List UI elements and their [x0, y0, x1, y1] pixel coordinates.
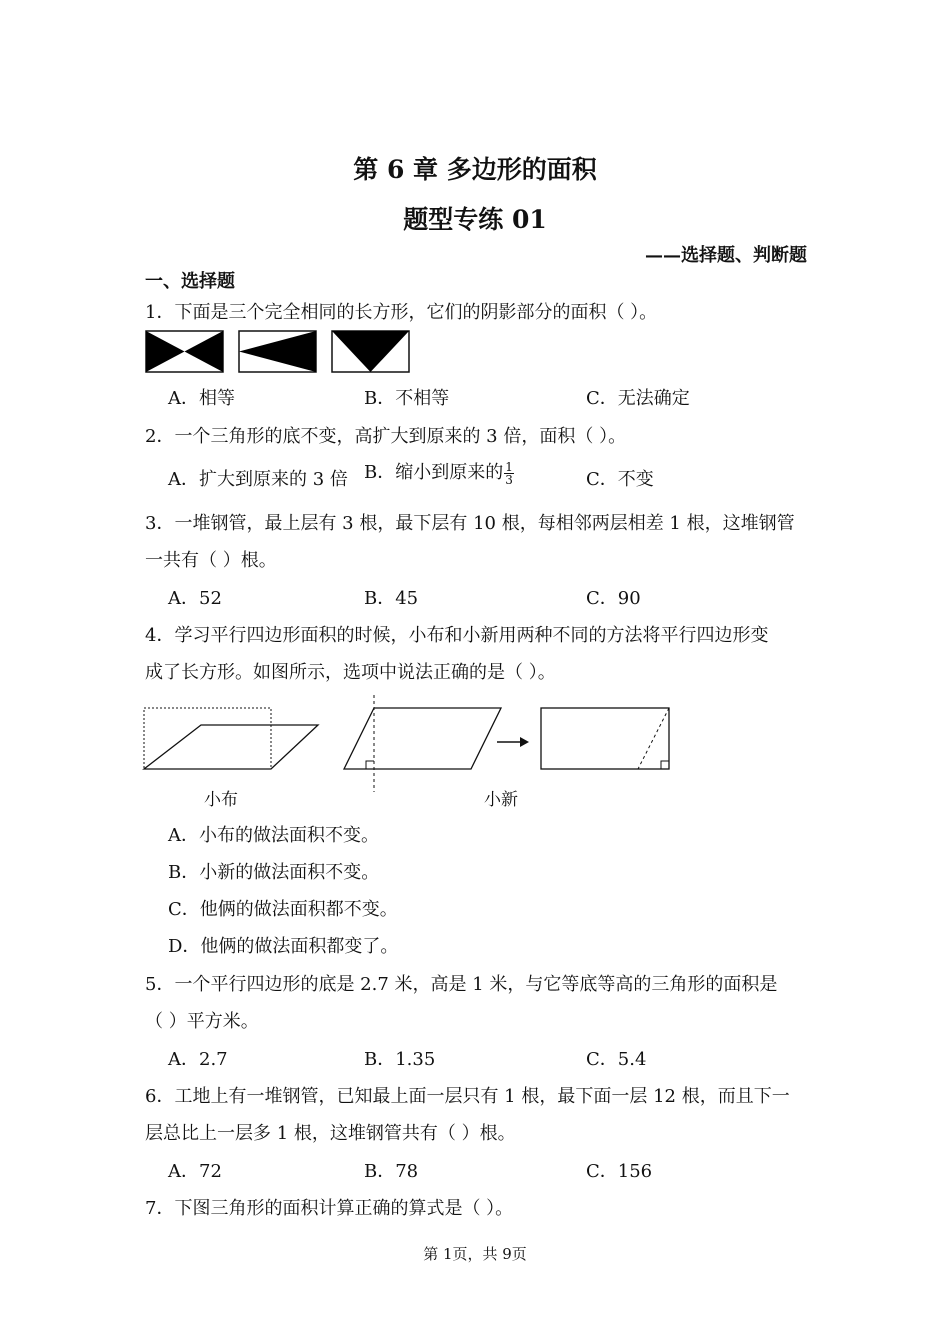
question-1-option-c: C．无法确定 [586, 388, 690, 409]
question-1-figure [145, 330, 411, 374]
question-4-option-c: C．他俩的做法面积都不变。 [168, 899, 398, 920]
question-5-line-2: （ ）平方米。 [145, 1011, 259, 1032]
question-1-option-a: A．相等 [168, 388, 235, 409]
shaded-rectangle-2 [239, 331, 316, 372]
question-6-line-1: 6．工地上有一堆钢管，已知最上面一层只有 1 根，最下面一层 12 根，而且下一 [145, 1086, 790, 1107]
figure-label-xiaoxin: 小新 [484, 790, 518, 810]
question-4-option-a: A．小布的做法面积不变。 [168, 825, 379, 846]
question-6-option-a: A．72 [168, 1161, 222, 1182]
question-4-option-d: D．他俩的做法面积都变了。 [168, 936, 399, 957]
question-1-option-b: B．不相等 [364, 388, 450, 409]
question-1-text: 1．下面是三个完全相同的长方形，它们的阴影部分的面积（ ）。 [145, 302, 658, 323]
question-5-line-1: 5．一个平行四边形的底是 2.7 米，高是 1 米，与它等底等高的三角形的面积是 [145, 974, 778, 995]
question-6-line-2: 层总比上一层多 1 根，这堆钢管共有（ ）根。 [145, 1123, 516, 1144]
xiaoxin-parallelogram-figure [344, 695, 501, 792]
question-5-option-c: C．5.4 [586, 1049, 647, 1070]
question-4-option-b: B．小新的做法面积不变。 [168, 862, 380, 883]
question-2-text: 2．一个三角形的底不变，高扩大到原来的 3 倍，面积（ ）。 [145, 426, 627, 447]
shaded-rectangle-3 [332, 331, 409, 372]
question-6-option-b: B．78 [364, 1161, 419, 1182]
page-number-footer: 第 1页，共 9页 [423, 1245, 527, 1263]
fraction-one-third [504, 461, 514, 486]
question-2-option-b [364, 458, 514, 486]
question-5-option-b: B．1.35 [364, 1049, 436, 1070]
question-7-text: 7．下图三角形的面积计算正确的算式是（ ）。 [145, 1198, 514, 1219]
question-2-option-b-text: B．缩小到原来的 [364, 462, 504, 483]
question-3-option-a: A．52 [168, 588, 222, 609]
question-4-line-2: 成了长方形。如图所示，选项中说法正确的是（ ）。 [145, 662, 556, 683]
section-title: 一、选择题 [145, 271, 235, 292]
question-2-option-c: C．不变 [586, 469, 654, 490]
xiaobu-parallelogram-figure [144, 708, 318, 769]
page-subtitle: 题型专练 01 [403, 205, 547, 234]
question-4-line-1: 4．学习平行四边形面积的时候，小布和小新用两种不同的方法将平行四边形变 [145, 625, 769, 646]
fraction-denominator: 3 [505, 472, 513, 487]
xiaoxin-rectangle-figure [541, 708, 669, 769]
question-5-option-a: A．2.7 [168, 1049, 228, 1070]
question-6-option-c: C．156 [586, 1161, 653, 1182]
question-3-option-b: B．45 [364, 588, 419, 609]
question-3-line-1: 3．一堆钢管，最上层有 3 根，最下层有 10 根，每相邻两层相差 1 根，这堆钢管 [145, 513, 795, 534]
fraction-numerator: 1 [505, 459, 513, 474]
page-title: 第 6 章 多边形的面积 [353, 155, 597, 184]
question-3-option-c: C．90 [586, 588, 641, 609]
transform-arrow [497, 737, 529, 747]
question-4-figure [140, 690, 680, 795]
question-3-line-2: 一共有（ ）根。 [145, 550, 277, 571]
question-type-note: ——选择题、判断题 [645, 245, 807, 266]
question-2-option-a: A．扩大到原来的 3 倍 [168, 469, 348, 490]
shaded-rectangle-1 [146, 331, 223, 372]
figure-label-xiaobu: 小布 [204, 790, 238, 810]
